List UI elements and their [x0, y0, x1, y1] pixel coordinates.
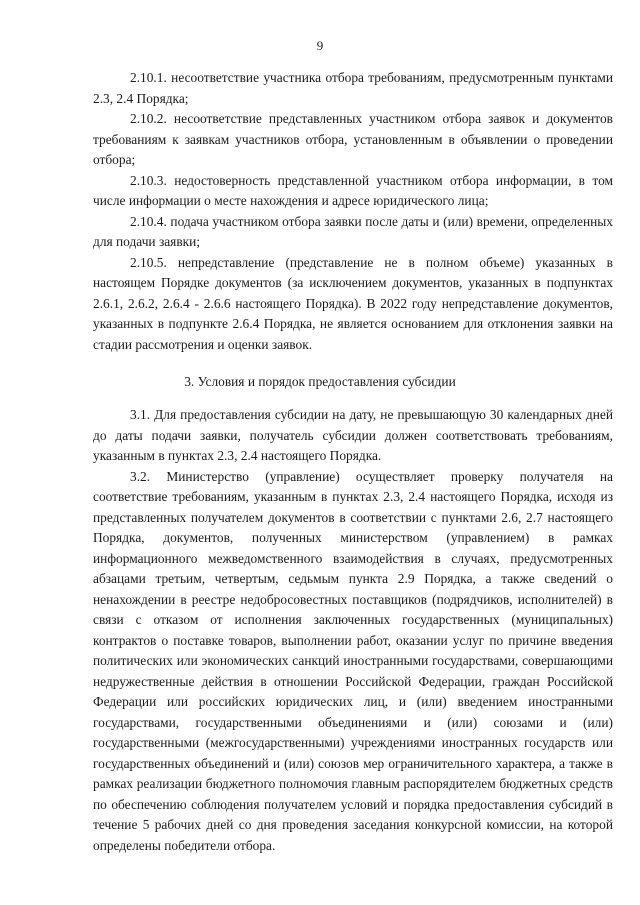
clause-2-10-2: 2.10.2. несоответствие представленных участником отбора заявок и документов требованиям к заявкам участников отбора, установленным в объявлении о проведении отбора; [93, 111, 613, 167]
page-number: 9 [316, 38, 324, 53]
clause-2-10-1: 2.10.1. несоответствие участника отбора требованиям, предусмотренным пунктами 2.3, 2.4 Порядка; [93, 70, 613, 106]
clause-2-10-5: 2.10.5. непредставление (представление не в полном объеме) указанных в настоящем Порядке документов (за исключением документов, указанных в подпунктах 2.6.1, 2.6.2, 2.6.4 - 2.6.6 настоящего Порядка). В 2022 году непредставление документов, указанных в подпункте 2.6.4 Порядка, не является основанием для отклонения заявки на стадии рассмотрения и оценки заявок. [93, 254, 613, 352]
clause-2-10-4: 2.10.4. подача участником отбора заявки после даты и (или) времени, определенных для подачи заявки; [93, 213, 613, 249]
section-3-heading: 3. Условия и порядок предоставления субсидии [184, 374, 456, 389]
section-2-10-list [93, 68, 613, 355]
clause-3-1: 3.1. Для предоставления субсидии на дату, не превышающую 30 календарных дней до даты подачи заявки, получатель субсидии должен соответствовать требованиям, указанным в пунктах 2.3, 2.4 настоящего Порядка. [93, 407, 613, 463]
section-3-list [93, 405, 613, 856]
clause-2-10-3: 2.10.3. недостоверность представленной участником отбора информации, в том числе информации о месте нахождения и адресе юридического лица; [93, 172, 613, 208]
clause-3-2: 3.2. Министерство (управление) осуществляет проверку получателя на соответствие требованиям, указанным в пунктах 2.3, 2.4 настоящего Порядка, исходя из представленных получателем документов в соответствии с пунктами 2.6, 2.7 настоящего Порядка, документов, полученных министерством (управлением) в рамках информационного межведомственного взаимодействия в случаях, предусмотренных абзацами третьим, четвертым, седьмым пункта 2.9 Порядка, а также сведений о ненахождении в реестре недобросовестных поставщиков (подрядчиков, исполнителей) в связи с отказом от исполнения заключенных государственных (муниципальных) контрактов о поставке товаров, выполнении работ, оказании услуг по причине введения политических или экономических санкций иностранными государствами, совершающими недружественные действия в отношении Российской Федерации, граждан Российской Федерации или российских юридических лиц, и (или) введением иностранными государствами, государственными объединениями и (или) союзами и (или) государственными (межгосударственными) учреждениями иностранных государств или государственных объединений и (или) союзов мер ограничительного характера, а также в рамках реализации бюджетного полномочия главным распорядителем бюджетных средств по обеспечению соблюдения получателем условий и порядка предоставления субсидий в течение 5 рабочих дней со дня проведения заседания конкурсной комиссии, на которой определены победители отбора. [93, 468, 613, 853]
